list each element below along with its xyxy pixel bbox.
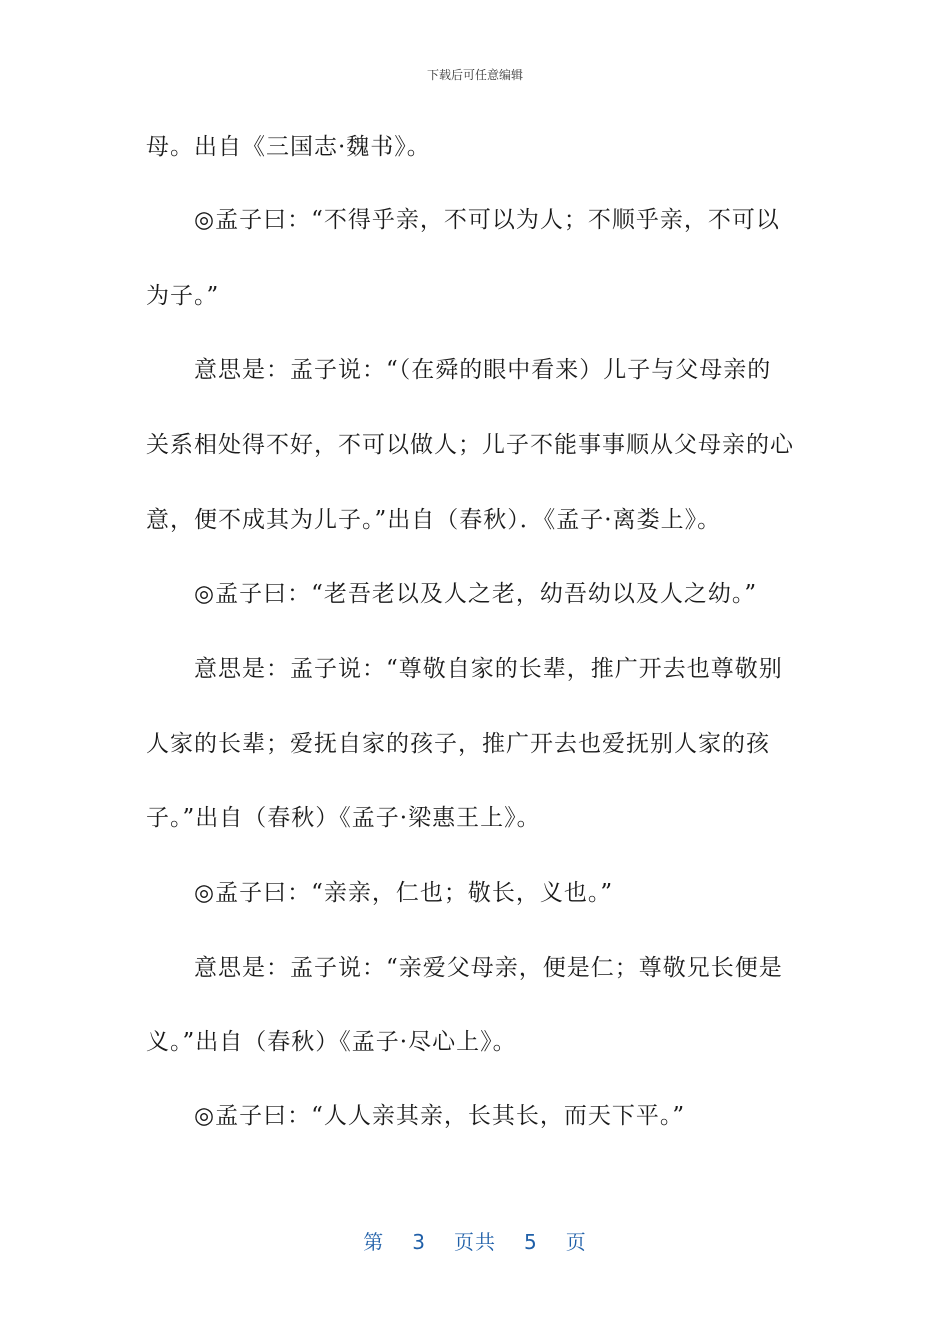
text-line: 义。”出自（春秋）《孟子·尽心上》。 [146,1029,517,1055]
text-line: ◎孟子曰：“老吾老以及人之老，幼吾幼以及人之幼。” [194,581,758,607]
page-footer [0,1226,950,1255]
footer-prefix: 第 [363,1230,385,1254]
text-line: 意思是：孟子说：“尊敬自家的长辈，推广开去也尊敬别 [194,656,783,682]
text-line: 母。出自《三国志·魏书》。 [146,134,431,160]
text-line: ◎孟子曰：“亲亲，仁也；敬长，义也。” [194,880,614,906]
current-page-number: 3 [412,1230,426,1254]
text-line: ◎孟子曰：“人人亲其亲，长其长，而天下平。” [194,1103,686,1129]
text-line: 为子。” [146,283,220,309]
text-line: ◎孟子曰：“不得乎亲，不可以为人；不顺乎亲，不可以 [194,207,780,233]
text-line: 意思是：孟子说：“（在舜的眼中看来）儿子与父母亲的 [194,357,772,383]
text-line: 关系相处得不好，不可以做人；儿子不能事事顺从父母亲的心 [146,432,794,458]
footer-suffix: 页 [565,1230,587,1254]
page-header: 下载后可任意编辑 [426,68,523,82]
text-line: 意思是：孟子说：“亲爱父母亲，便是仁；尊敬兄长便是 [194,955,783,981]
footer-middle: 页共 [454,1230,496,1254]
text-line: 意，便不成其为儿子。”出自（春秋）．《孟子·离娄上》。 [146,507,722,533]
text-line: 人家的长辈；爱抚自家的孩子，推广开去也爱抚别人家的孩 [146,731,770,757]
total-pages-number: 5 [524,1230,538,1254]
text-line: 子。”出自（春秋）《孟子·梁惠王上》。 [146,805,541,831]
